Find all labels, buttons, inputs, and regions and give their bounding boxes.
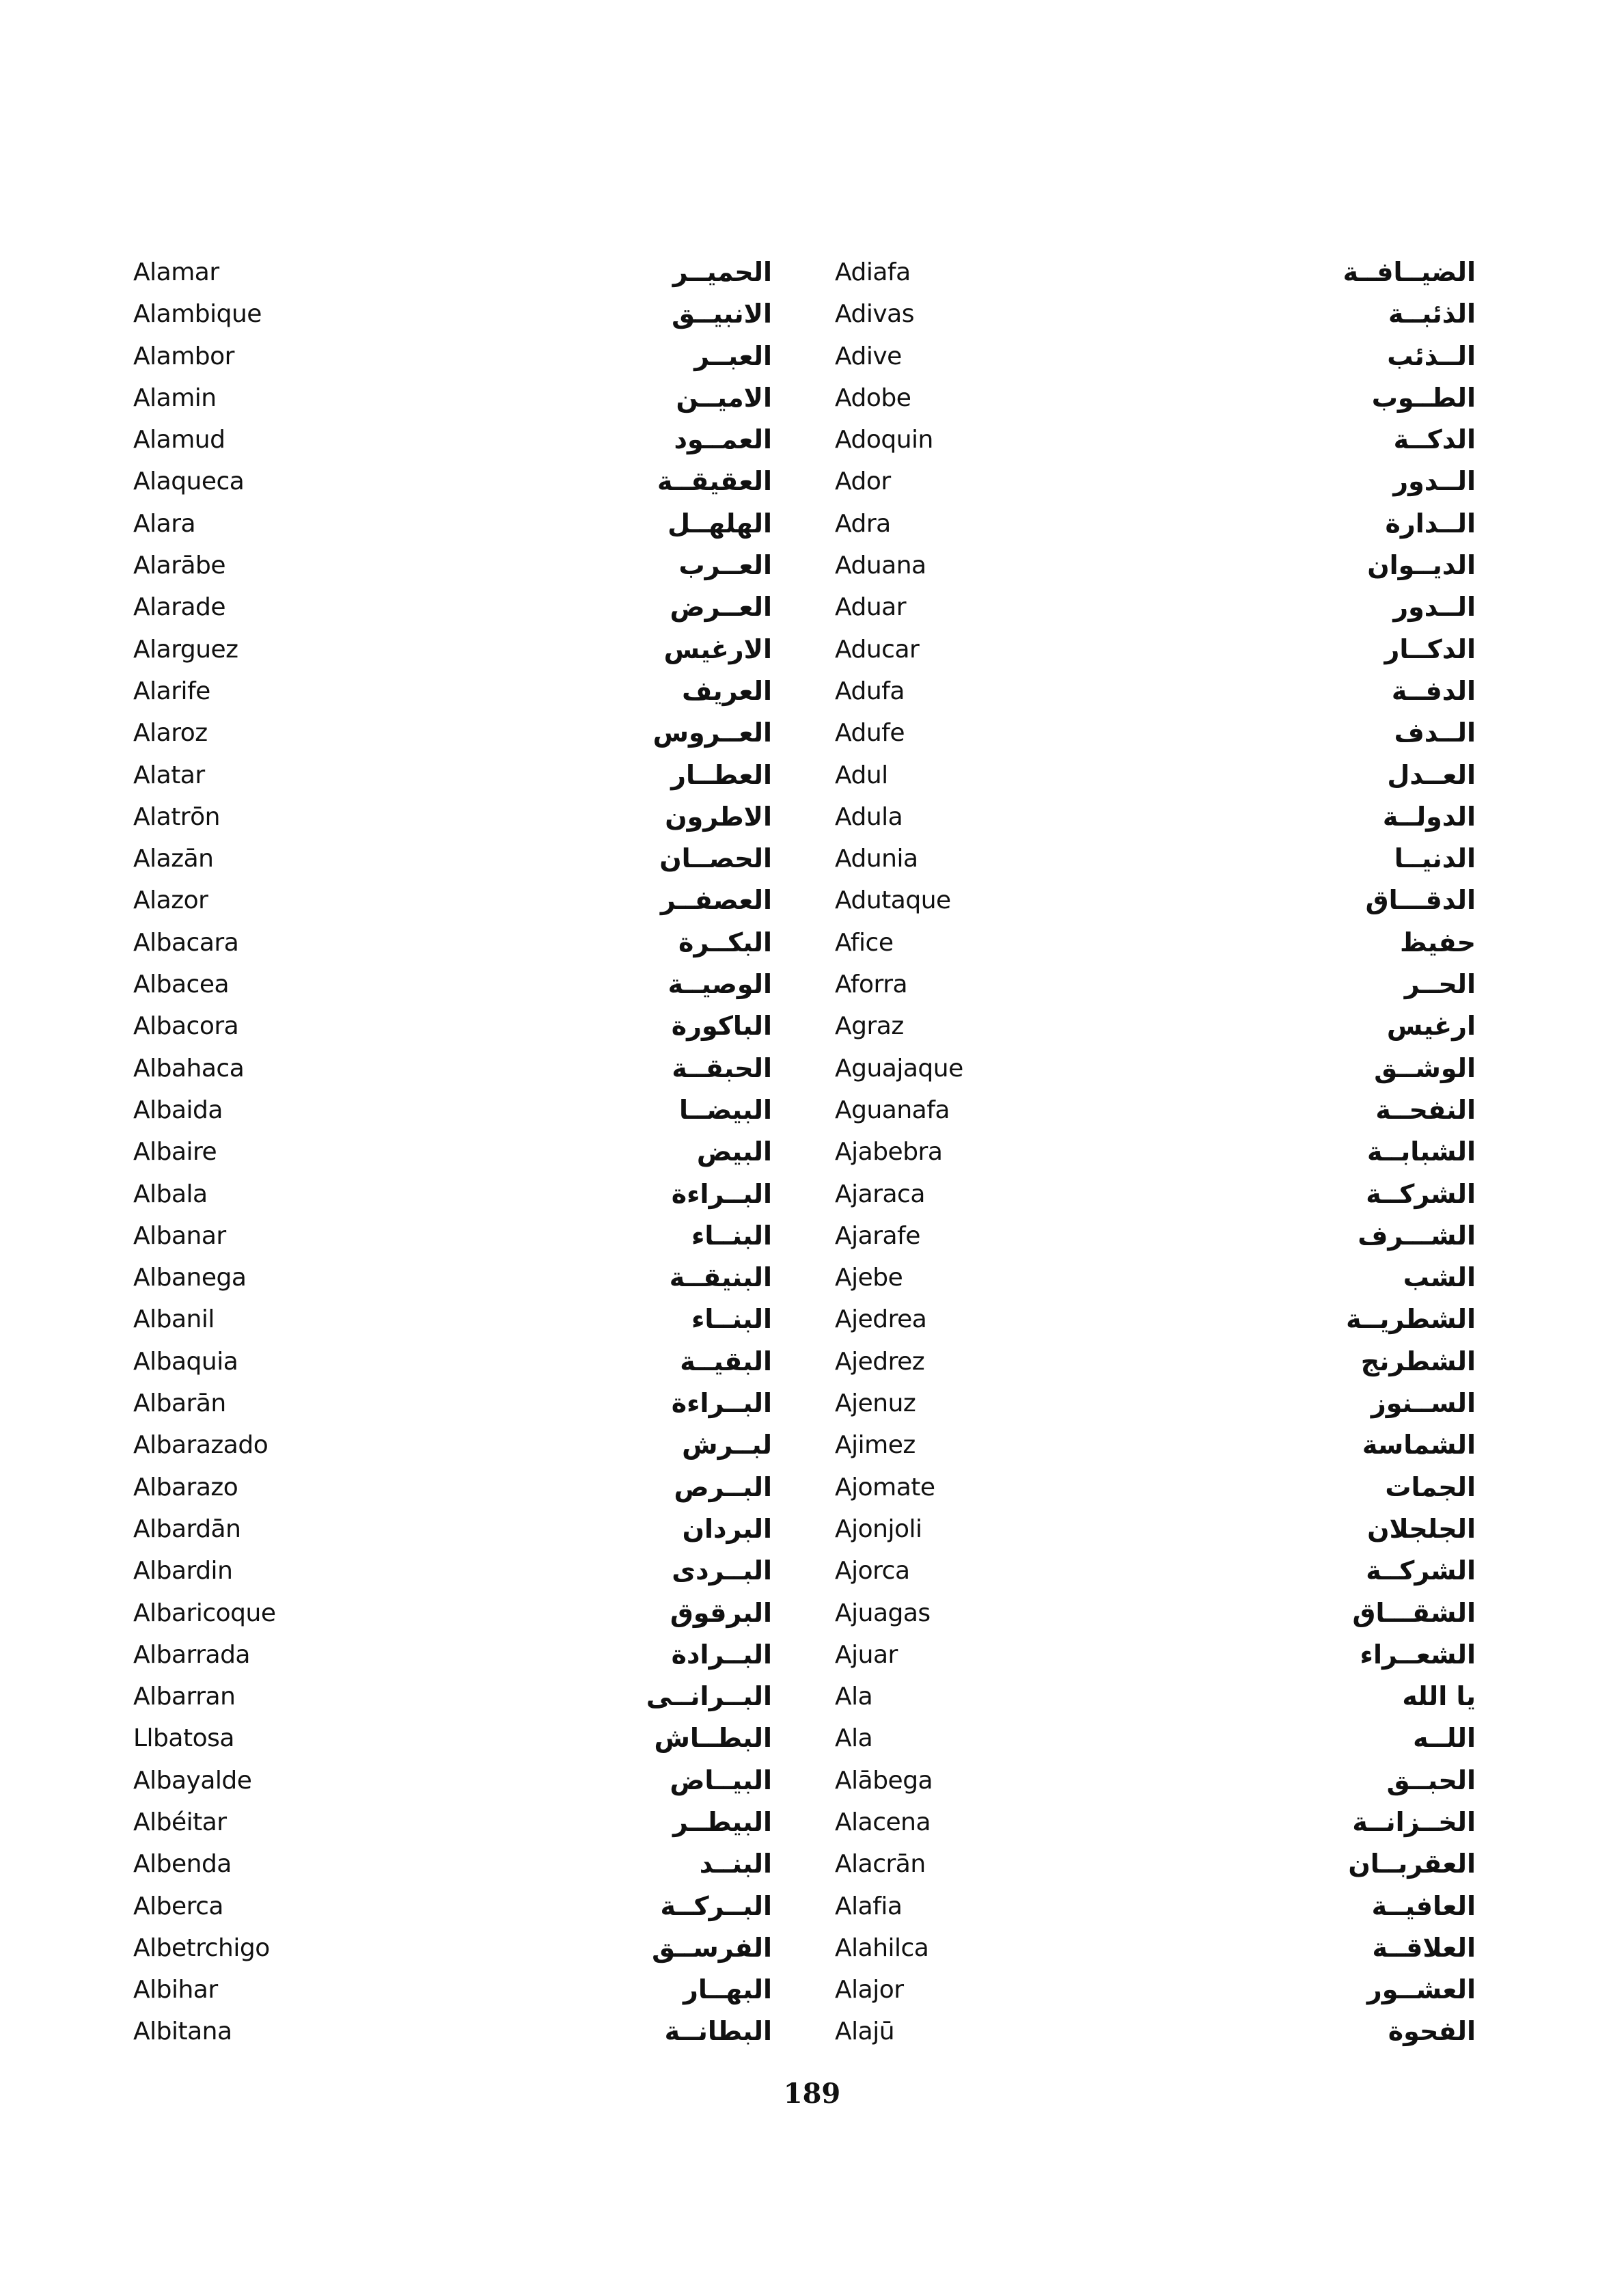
word-entry: Alacena — [835, 1808, 931, 1836]
word-entry: Alamin — [133, 383, 217, 412]
word-entry: Albarazado — [133, 1431, 269, 1460]
word-entry: الدكــة — [1393, 424, 1476, 455]
word-entry: الاطرون — [665, 801, 772, 832]
word-entry: Albarān — [133, 1389, 226, 1418]
word-entry: Albarrada — [133, 1640, 250, 1669]
word-entry: Adoquin — [835, 426, 933, 454]
word-entry: Albacara — [133, 928, 239, 957]
word-entry: Ajorca — [835, 1557, 910, 1586]
word-entry: البكــرة — [678, 927, 772, 957]
word-entry: اللــه — [1413, 1723, 1476, 1754]
word-entry: Adula — [835, 802, 903, 831]
word-entry: العــرض — [670, 592, 772, 623]
word-entry: الحبــق — [1386, 1765, 1476, 1795]
word-entry: الجلجلان — [1367, 1513, 1476, 1544]
word-entry: الوشــق — [1374, 1052, 1476, 1083]
word-entry: العــدل — [1387, 759, 1476, 790]
word-entry: الدكــار — [1384, 634, 1476, 664]
word-entry: البــرانــى — [646, 1681, 772, 1712]
word-entry: Albihar — [133, 1976, 218, 2004]
word-entry: الحصــان — [659, 843, 772, 874]
word-entry: Aduana — [835, 552, 926, 580]
word-entry: Adive — [835, 342, 902, 370]
word-entry: Albanega — [133, 1264, 247, 1292]
word-entry: Albayalde — [133, 1766, 252, 1795]
word-entry: Adivas — [835, 300, 914, 329]
spanish-column-left — [133, 251, 393, 2053]
word-entry: Alarābe — [133, 552, 226, 580]
word-entry: Alahilca — [835, 1933, 929, 1962]
word-entry: Albardin — [133, 1557, 233, 1586]
word-entry: Adiafa — [835, 258, 911, 286]
word-entry: Albarran — [133, 1683, 236, 1711]
word-entry: لبــرش — [682, 1430, 772, 1460]
word-entry: البــراءة — [671, 1178, 772, 1209]
word-entry: البــردى — [672, 1555, 772, 1586]
word-entry: Adufa — [835, 677, 905, 705]
word-entry: Albahaca — [133, 1054, 245, 1083]
word-entry: الديــوان — [1367, 550, 1476, 581]
word-entry: Albardān — [133, 1514, 241, 1543]
word-entry: العصفــر — [660, 885, 772, 916]
word-entry: الضيــافــة — [1343, 257, 1476, 287]
word-entry: البنيقــة — [669, 1262, 772, 1293]
word-entry: Albaire — [133, 1138, 217, 1167]
word-entry: Aduar — [835, 593, 907, 622]
word-entry: البيطــر — [673, 1806, 772, 1837]
word-entry: Alambor — [133, 342, 234, 370]
word-entry: Ajebe — [835, 1264, 903, 1292]
word-entry: Alazor — [133, 886, 208, 915]
word-entry: الدولــة — [1382, 801, 1476, 832]
word-entry: العطــار — [671, 759, 772, 790]
word-entry: الشبابــة — [1366, 1137, 1476, 1167]
word-entry: Llbatosa — [133, 1724, 234, 1753]
word-entry: الوصيــة — [668, 969, 772, 1000]
word-entry: الشعــراء — [1360, 1639, 1476, 1670]
word-entry: البــركــة — [660, 1890, 772, 1921]
spanish-column-right — [835, 251, 1122, 2053]
word-entry: Albaida — [133, 1096, 223, 1124]
word-entry: Albaricoque — [133, 1599, 276, 1627]
word-entry: البيض — [696, 1137, 772, 1167]
word-entry: العقيقــة — [657, 466, 772, 497]
word-entry: Aguajaque — [835, 1054, 963, 1083]
word-entry: Aducar — [835, 635, 920, 664]
word-entry: البقيــة — [680, 1346, 772, 1376]
word-entry: Adra — [835, 509, 891, 538]
word-entry: العــرب — [678, 550, 772, 581]
word-entry: البنــاء — [691, 1220, 772, 1251]
arabic-column-right — [1237, 251, 1476, 2053]
word-entry: Alamud — [133, 426, 225, 454]
word-entry: ارغيس — [1386, 1011, 1476, 1042]
word-entry: الــذئب — [1387, 340, 1476, 371]
word-entry: Alarguez — [133, 635, 238, 664]
word-entry: الشركــة — [1366, 1178, 1476, 1209]
word-entry: Alajū — [835, 2017, 895, 2046]
word-entry: الــدور — [1393, 466, 1476, 497]
word-entry: الذئبــة — [1388, 299, 1476, 329]
word-entry: الــدور — [1393, 592, 1476, 623]
word-entry: Alatar — [133, 761, 205, 789]
word-entry: Ajaraca — [835, 1180, 925, 1208]
word-entry: Alazān — [133, 845, 214, 873]
word-entry: الارغيس — [663, 634, 772, 664]
word-entry: Agraz — [835, 1012, 904, 1041]
word-entry: الباكورة — [671, 1011, 772, 1042]
word-entry: الانبيــق — [672, 299, 772, 329]
word-entry: Adunia — [835, 845, 918, 873]
word-entry: البطانــة — [664, 2016, 772, 2047]
word-entry: البهــار — [683, 1974, 772, 2005]
word-entry: العافيــة — [1371, 1890, 1476, 1921]
word-entry: Ajenuz — [835, 1389, 916, 1418]
word-entry: Ajimez — [835, 1431, 916, 1460]
word-entry: النفحــة — [1375, 1094, 1476, 1125]
word-entry: Alambique — [133, 300, 262, 329]
word-entry: Alarife — [133, 677, 210, 705]
word-entry: Albaquia — [133, 1347, 238, 1376]
word-entry: الفحوة — [1388, 2016, 1476, 2047]
word-entry: Alamar — [133, 258, 219, 286]
word-entry: البنــاء — [691, 1304, 772, 1335]
word-entry: Albala — [133, 1180, 208, 1208]
word-entry: Adobe — [835, 383, 911, 412]
page-number: 189 — [783, 2078, 841, 2110]
word-entry: البــرص — [674, 1471, 772, 1502]
word-entry: العبــر — [694, 340, 772, 371]
word-entry: يا الله — [1402, 1681, 1476, 1712]
word-entry: الدقـــاق — [1365, 885, 1476, 916]
word-entry: Adutaque — [835, 886, 951, 915]
word-entry: Ajarafe — [835, 1221, 920, 1250]
word-entry: الــدف — [1394, 718, 1476, 748]
word-entry: العريف — [682, 675, 772, 706]
word-entry: Ador — [835, 467, 891, 496]
word-entry: Albetrchigo — [133, 1933, 270, 1962]
word-entry: البردان — [682, 1513, 772, 1544]
word-entry: Albacora — [133, 1012, 239, 1041]
word-entry: الحــر — [1404, 969, 1476, 1000]
word-entry: الدنيــا — [1394, 843, 1476, 874]
word-entry: العشــور — [1366, 1974, 1476, 2005]
word-entry: Albacea — [133, 970, 230, 999]
word-entry: Ajedrea — [835, 1305, 927, 1334]
word-entry: Ajomate — [835, 1473, 935, 1501]
word-entry: الــدارة — [1385, 508, 1476, 539]
word-entry: الشطريــة — [1346, 1304, 1476, 1335]
word-entry: الشقـــاق — [1352, 1597, 1476, 1628]
word-entry: الخــزانــة — [1352, 1806, 1476, 1837]
word-entry: الدفــة — [1391, 675, 1476, 706]
word-entry: Albarazo — [133, 1473, 238, 1501]
word-entry: البيــاض — [670, 1765, 772, 1795]
word-entry: البــراءة — [671, 1388, 772, 1419]
word-entry: الشـــرف — [1358, 1220, 1476, 1251]
word-entry: الســنوز — [1371, 1388, 1476, 1419]
word-entry: Afice — [835, 928, 894, 957]
word-entry: Albanil — [133, 1305, 215, 1334]
word-entry: Albenda — [133, 1850, 232, 1879]
word-entry: البنــد — [699, 1849, 772, 1879]
word-entry: البطــاش — [654, 1723, 772, 1754]
word-entry: الشطرنج — [1360, 1346, 1476, 1376]
word-entry: البــرادة — [671, 1639, 772, 1670]
word-entry: العلاقــة — [1372, 1932, 1476, 1963]
word-entry: الفرســق — [652, 1932, 772, 1963]
word-entry: Alara — [133, 509, 196, 538]
word-entry: الحميــر — [672, 257, 772, 287]
word-entry: العمــود — [674, 424, 772, 455]
word-entry: الطــوب — [1371, 382, 1476, 413]
word-entry: الجمات — [1385, 1471, 1476, 1502]
word-entry: Alajor — [835, 1976, 904, 2004]
word-entry: الشب — [1403, 1262, 1476, 1293]
word-entry: Albéitar — [133, 1808, 227, 1836]
word-entry: Ala — [835, 1683, 873, 1711]
word-entry: Alaroz — [133, 719, 208, 748]
word-entry: Adul — [835, 761, 888, 789]
word-entry: Alberca — [133, 1892, 223, 1920]
arabic-column-left — [601, 251, 772, 2053]
word-entry: الهلهــل — [668, 508, 772, 539]
word-entry: العــروس — [652, 718, 772, 748]
word-entry: البيضــا — [678, 1094, 772, 1125]
word-entry: الاميــن — [676, 382, 772, 413]
word-entry: Adufe — [835, 719, 905, 748]
word-entry: Alacrān — [835, 1850, 926, 1879]
word-entry: Ajuar — [835, 1640, 898, 1669]
word-entry: Ajonjoli — [835, 1514, 922, 1543]
word-entry: الشركــة — [1366, 1555, 1476, 1586]
word-entry: حفيظ — [1400, 927, 1476, 957]
word-entry: Aforra — [835, 970, 908, 999]
word-entry: Ajuagas — [835, 1599, 931, 1627]
word-entry: Ajedrez — [835, 1347, 925, 1376]
word-entry: البرقوق — [670, 1597, 772, 1628]
word-entry: العقربــان — [1348, 1849, 1476, 1879]
word-entry: Ajabebra — [835, 1138, 943, 1167]
word-entry: Alaqueca — [133, 467, 245, 496]
word-entry: Alābega — [835, 1766, 933, 1795]
word-entry: Albanar — [133, 1221, 226, 1250]
word-entry: Alafia — [835, 1892, 903, 1920]
word-entry: Albitana — [133, 2017, 232, 2046]
word-entry: Aguanafa — [835, 1096, 950, 1124]
word-entry: Ala — [835, 1724, 873, 1753]
word-entry: Alarade — [133, 593, 226, 622]
word-entry: الشماسة — [1362, 1430, 1476, 1460]
word-entry: الحبقــة — [672, 1052, 772, 1083]
word-entry: Alatrōn — [133, 802, 220, 831]
